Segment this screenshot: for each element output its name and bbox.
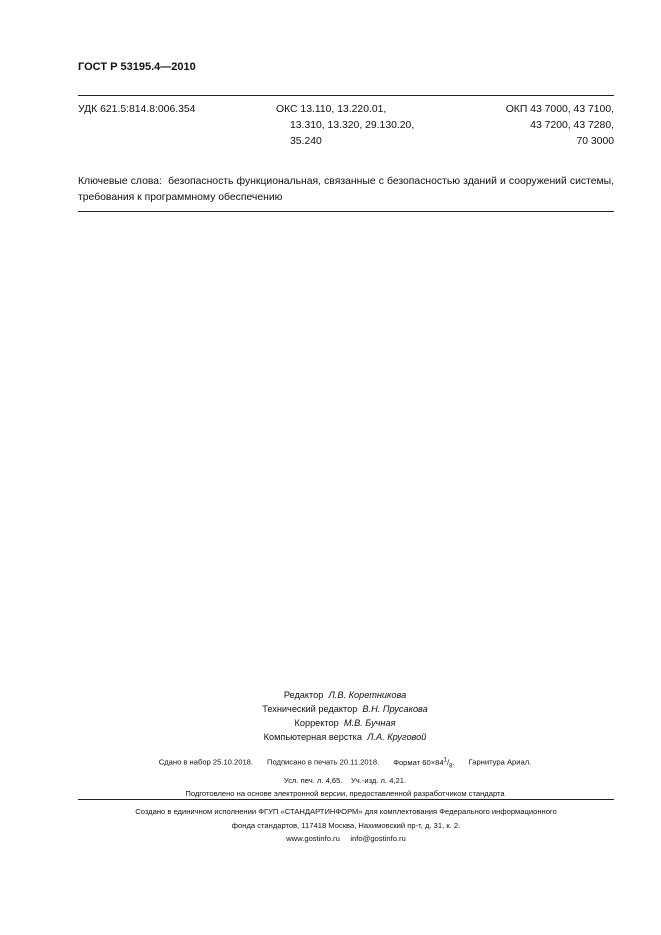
okp-line: 70 3000 — [576, 136, 614, 147]
credit-name: Л.А. Круговой — [367, 732, 427, 742]
format: Формат $60\times 84^1/_8$. — [393, 757, 455, 770]
divider — [78, 211, 614, 212]
credit-corrector — [150, 716, 540, 730]
keywords-label: Ключевые слова: — [78, 176, 162, 187]
credit-role: Технический редактор — [262, 704, 358, 714]
footer-line: Создано в единичном исполнении ФГУП «СТАНДАРТИНФОРМ» для комплектования Федерального информационного — [135, 807, 557, 816]
keywords — [78, 174, 614, 206]
typeface: Гарнитура Ариал. — [468, 757, 532, 767]
credit-name: В.Н. Прусакова — [362, 704, 428, 714]
prepared-note: Подготовлено на основе электронной версии, предоставленной разработчиком стандарта — [185, 789, 505, 799]
oks-line: 13.310, 13.320, 29.130.20, — [290, 120, 415, 131]
standard-number: ГОСТ Р 53195.4—2010 — [78, 61, 196, 73]
imprint — [90, 754, 600, 801]
format-prefix: Формат 60×84 — [393, 757, 444, 767]
divider — [78, 799, 614, 800]
oks-line: ОКС 13.110, 13.220.01, — [276, 104, 387, 115]
publisher-footer — [78, 805, 614, 846]
keywords-text: безопасность функциональная, связанные с безопасностью зданий и сооружений системы, требования к программному обеспечению — [78, 176, 615, 203]
format-den: 8 — [449, 763, 453, 770]
edit-sheets: Уч.-изд. л. 4,21. — [350, 775, 407, 785]
credit-name: М.В. Бучная — [343, 718, 396, 728]
oks-codes — [276, 102, 414, 150]
signed-date: Подписано в печать 20.11.2018. — [267, 757, 380, 767]
submitted-date: Сдано в набор 25.10.2018. — [158, 757, 253, 767]
okp-line: ОКП 43 7000, 43 7100, — [505, 104, 614, 115]
credit-role: Корректор — [294, 718, 339, 728]
credit-layout — [150, 730, 540, 744]
udk-code: УДК 621.5:814.8:006.354 — [78, 104, 196, 115]
format-num: 1 — [443, 757, 447, 763]
credit-role: Компьютерная верстка — [263, 732, 363, 742]
okp-line: 43 7200, 43 7280, — [530, 120, 614, 131]
footer-line: фонда стандартов, 117418 Москва, Нахимовский пр-т, д. 31, к. 2. — [231, 820, 461, 830]
oks-line: 35.240 — [290, 136, 322, 147]
credit-name: Л.В. Коретникова — [328, 690, 407, 700]
divider — [78, 95, 614, 96]
credit-editor — [150, 688, 540, 702]
email-link[interactable]: info@gostinfo.ru — [350, 834, 406, 843]
website-link[interactable]: www.gostinfo.ru — [286, 834, 340, 843]
credit-role: Редактор — [283, 690, 324, 700]
okp-codes — [506, 102, 614, 150]
print-sheets: Усл. печ. л. 4,65. — [283, 775, 343, 785]
credit-tech-editor — [150, 702, 540, 716]
credits — [150, 688, 540, 744]
